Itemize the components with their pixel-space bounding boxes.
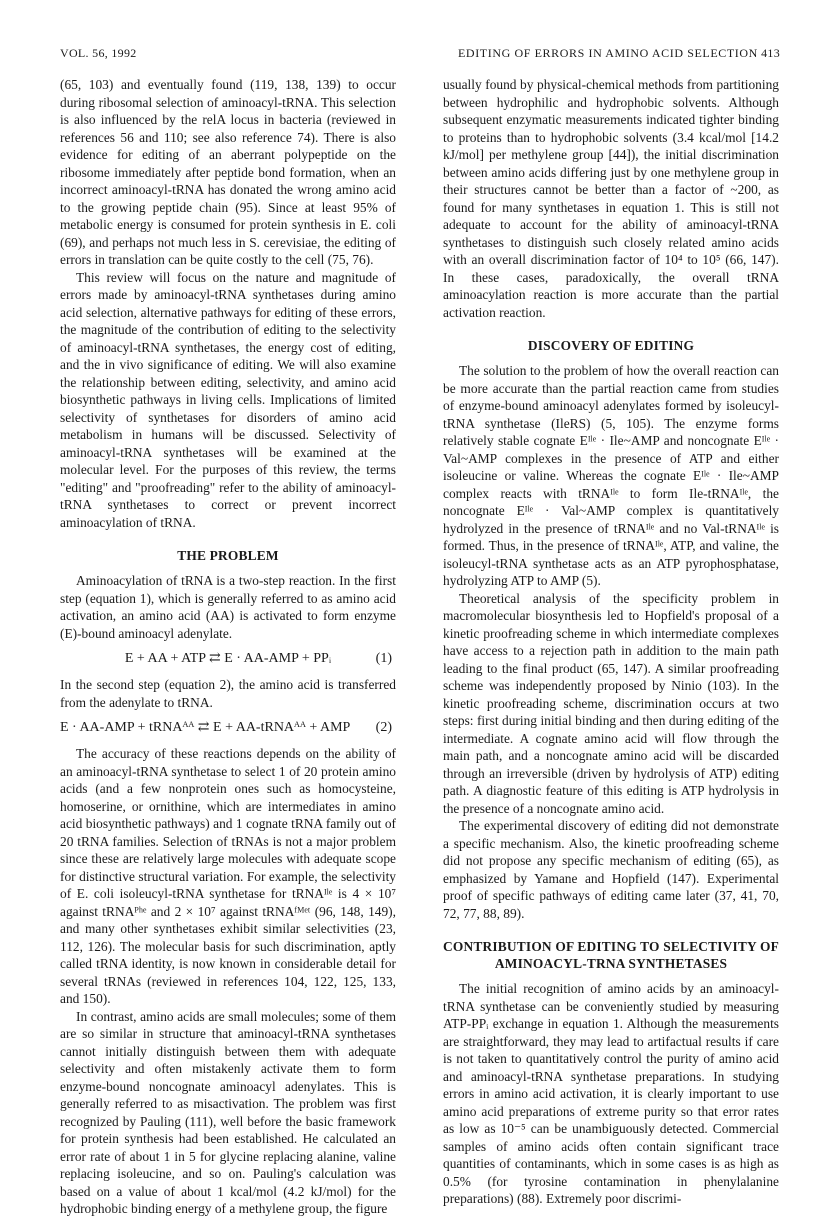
equation-expression: E + AA + ATP ⇄ E · AA-AMP + PPᵢ xyxy=(124,651,332,666)
paragraph: (65, 103) and eventually found (119, 138, 139) to occur during ribosomal selection of aminoacyl-tRNA. This selection is also influenced by the relA locus in bacteria (reviewed in references 56 and 110; see also reference 74). There is also evidence for editing of an aberrant polypeptide on the ribosome immediately after peptide bond formation, when an incorrect aminoacyl-tRNA has donated the wrong amino acid to the growing peptide chain (95). Since at least 95% of metabolic energy is consumed for protein synthesis in E. coli (69), and perhaps not much less in S. cerevisiae, the editing of errors in translation can be quite costly to the cell (75, 76). xyxy=(60,77,396,267)
paragraph: usually found by physical-chemical methods from partitioning between hydrophilic and hydrophobic solvents. Although subsequent enzymatic measurements indicated tighter binding to proteins than to hydrophobic solvents (3.4 kcal/mol [14.2 kJ/mol] per methylene group [44]), the initial discrimination between amino acids differing just by one methylene group in their structures cannot be better than a factor of ~200, as found for many synthetases in equation 1. This is still not adequate to account for the ability of aminoacyl-tRNA synthetases to distinguish such closely related amino acids with an overall discrimination factor of 10⁴ to 10⁵ (66, 147). In these cases, paradoxically, the overall tRNA aminoacylation reaction is more accurate than the partial activation reaction. xyxy=(443,77,779,320)
paragraph: This review will focus on the nature and magnitude of errors made by aminoacyl-tRNA synthetases during amino acid selection, alternative pathways for editing of these errors, the magnitude of the contribution of editing to the selectivity of aminoacyl-tRNA synthetases, the energy cost of editing, and the in vivo significance of editing. We will also examine the relationship between editing, selectivity, and amino acid biosynthetic pathways in living cells. Implications of limited selectivity of synthetases for disorders of amino acid metabolism in humans will be discussed. Selectivity of aminoacyl-tRNA synthetases will be examined at the molecular level. For the purposes of this review, the terms "editing" and "proofreading" refer to the ability of aminoacyl-tRNA synthetases to correct or prevent incorrect aminoacylation of tRNA. xyxy=(60,269,396,530)
left-column xyxy=(60,76,396,1218)
section-heading-line: AMINOACYL-TRNA SYNTHETASES xyxy=(494,956,728,971)
equation-2 xyxy=(60,717,396,739)
equation-number: (2) xyxy=(375,720,392,735)
paragraph: The solution to the problem of how the overall reaction can be more accurate than the partial reaction came from studies of enzyme-bound aminoacyl adenylates formed by isoleucyl-tRNA synthetase (IleRS) (5, 105). The enzyme forms relatively stable cognate Eᴵˡᵉ · Ile~AMP and noncognate Eᴵˡᵉ · Val~AMP complexes in the presence of ATP and either isoleucine or valine. Whereas the cognate Eᴵˡᵉ · Ile~AMP complex reacts with tRNAᴵˡᵉ to form Ile-tRNAᴵˡᵉ, the noncognate Eᴵˡᵉ · Val~AMP complex is quantitatively hydrolyzed in the presence of tRNAᴵˡᵉ and no Val-tRNAᴵˡᵉ is formed. Thus, in the presence of tRNAᴵˡᵉ, ATP, and valine, the isoleucyl-tRNA synthetase acts as an ATP pyrophosphatase, hydrolyzing ATP to AMP (5). xyxy=(443,363,779,588)
right-column xyxy=(443,76,779,1208)
paragraph: Aminoacylation of tRNA is a two-step reaction. In the first step (equation 1), which is generally referred to as amino acid activation, an amino acid (AA) is activated to form enzyme (E)-bound aminoacyl adenylate. xyxy=(60,573,396,641)
paragraph: Theoretical analysis of the specificity problem in macromolecular biosynthesis led to Hopfield's proposal of a kinetic proofreading scheme in which intermediate complexes have access to a rejection path in addition to the main path leading to the final product (65, 147). A similar proofreading scheme was independently proposed by Ninio (103). In the kinetic proofreading scheme, discrimination occurs at two steps: first during initial binding and then during editing of the intermediate. A cognate amino acid will flow through the main path, and a noncognate amino acid will be discarded through an irreversible (driven by hydrolysis of ATP) editing path. A diagnostic feature of this editing is ATP hydrolysis in the presence of a noncognate amino acid. xyxy=(443,590,779,816)
equation-number: (1) xyxy=(375,651,392,666)
journal-volume: VOL. 56, 1992 xyxy=(60,46,137,60)
running-title: EDITING OF ERRORS IN AMINO ACID SELECTION xyxy=(458,46,758,60)
paragraph: The accuracy of these reactions depends on the ability of an aminoacyl-tRNA synthetase to select 1 of 20 protein amino acids (and a few nonprotein ones such as homocysteine, homoserine, or ornithine, which are intermediates in amino acid biosynthetic pathways) and 1 cognate tRNA family out of 20 tRNA families. Selection of tRNAs is not a major problem since these are relatively large molecules with adequate scope for distinctive structural variation. For example, the selectivity of E. coli isoleucyl-tRNA synthetase for tRNAᴵˡᵉ is 4 × 10⁷ against tRNAᴾʰᵉ and 2 × 10⁷ against tRNAᶠᴹᵉᵗ (96, 148, 149), and many other synthetases exhibit similar selectivities (23, 112, 126). The molecular basis for such discrimination, aptly called tRNA identity, is now known in considerable detail for several tRNAs (reviewed in references 104, 122, 125, 133, and 150). xyxy=(60,746,396,1006)
paragraph: In the second step (equation 2), the amino acid is transferred from the adenylate to tRNA. xyxy=(60,677,396,710)
paragraph: The experimental discovery of editing did not demonstrate a specific mechanism. Also, the kinetic proofreading scheme did not propose any specific mechanism of editing (65), as emphasized by Yamane and Hopfield (147). Experimental proof of specific pathways of editing came later (37, 41, 70, 72, 77, 88, 89). xyxy=(443,818,779,921)
section-heading xyxy=(443,938,779,972)
section-heading: THE PROBLEM xyxy=(177,548,279,563)
section-heading-line: CONTRIBUTION OF EDITING TO SELECTIVITY OF xyxy=(443,939,779,954)
section-heading: DISCOVERY OF EDITING xyxy=(527,338,695,353)
equation-1 xyxy=(60,648,396,670)
page-number: 413 xyxy=(761,46,780,60)
running-header xyxy=(60,46,780,64)
paragraph: In contrast, amino acids are small molecules; some of them are so similar in structure that aminoacyl-tRNA synthetases cannot initially distinguish between them with adequate selectivity and often mistakenly activate them to form enzyme-bound noncognate aminoacyl adenylates. This is generally referred to as misactivation. The problem was first recognized by Pauling (111), well before the basic framework for protein synthesis had been established. He calculated an error rate of about 1 in 5 for glycine replacing alanine, valine replacing isoleucine, and so on. Pauling's calculation was based on a value of about 1 kcal/mol (4.2 kJ/mol) for the hydrophobic binding energy of a methylene group, the figure xyxy=(60,1008,396,1216)
paragraph: The initial recognition of amino acids by an aminoacyl-tRNA synthetase can be conveniently studied by measuring ATP-PPᵢ exchange in equation 1. Although the measurements are straightforward, they may lead to artifactual results if care is not taken to quantitatively control the purity of amino acid and aminoacyl-tRNA synthetase preparations. In studying errors in amino acid activation, it is clearly important to use amino acid preparations of extreme purity so that error rates as low as 10⁻⁵ can be unambiguously detected. Commercial samples of amino acids often contain significant trace quantities of contaminants, which in some cases is as high as 0.5% (for tyrosine contamination in phenylalanine preparations) (88). Extremely poor discrimi- xyxy=(443,981,779,1206)
equation-expression: E · AA-AMP + tRNAᴬᴬ ⇄ E + AA-tRNAᴬᴬ + AMP xyxy=(60,720,351,735)
